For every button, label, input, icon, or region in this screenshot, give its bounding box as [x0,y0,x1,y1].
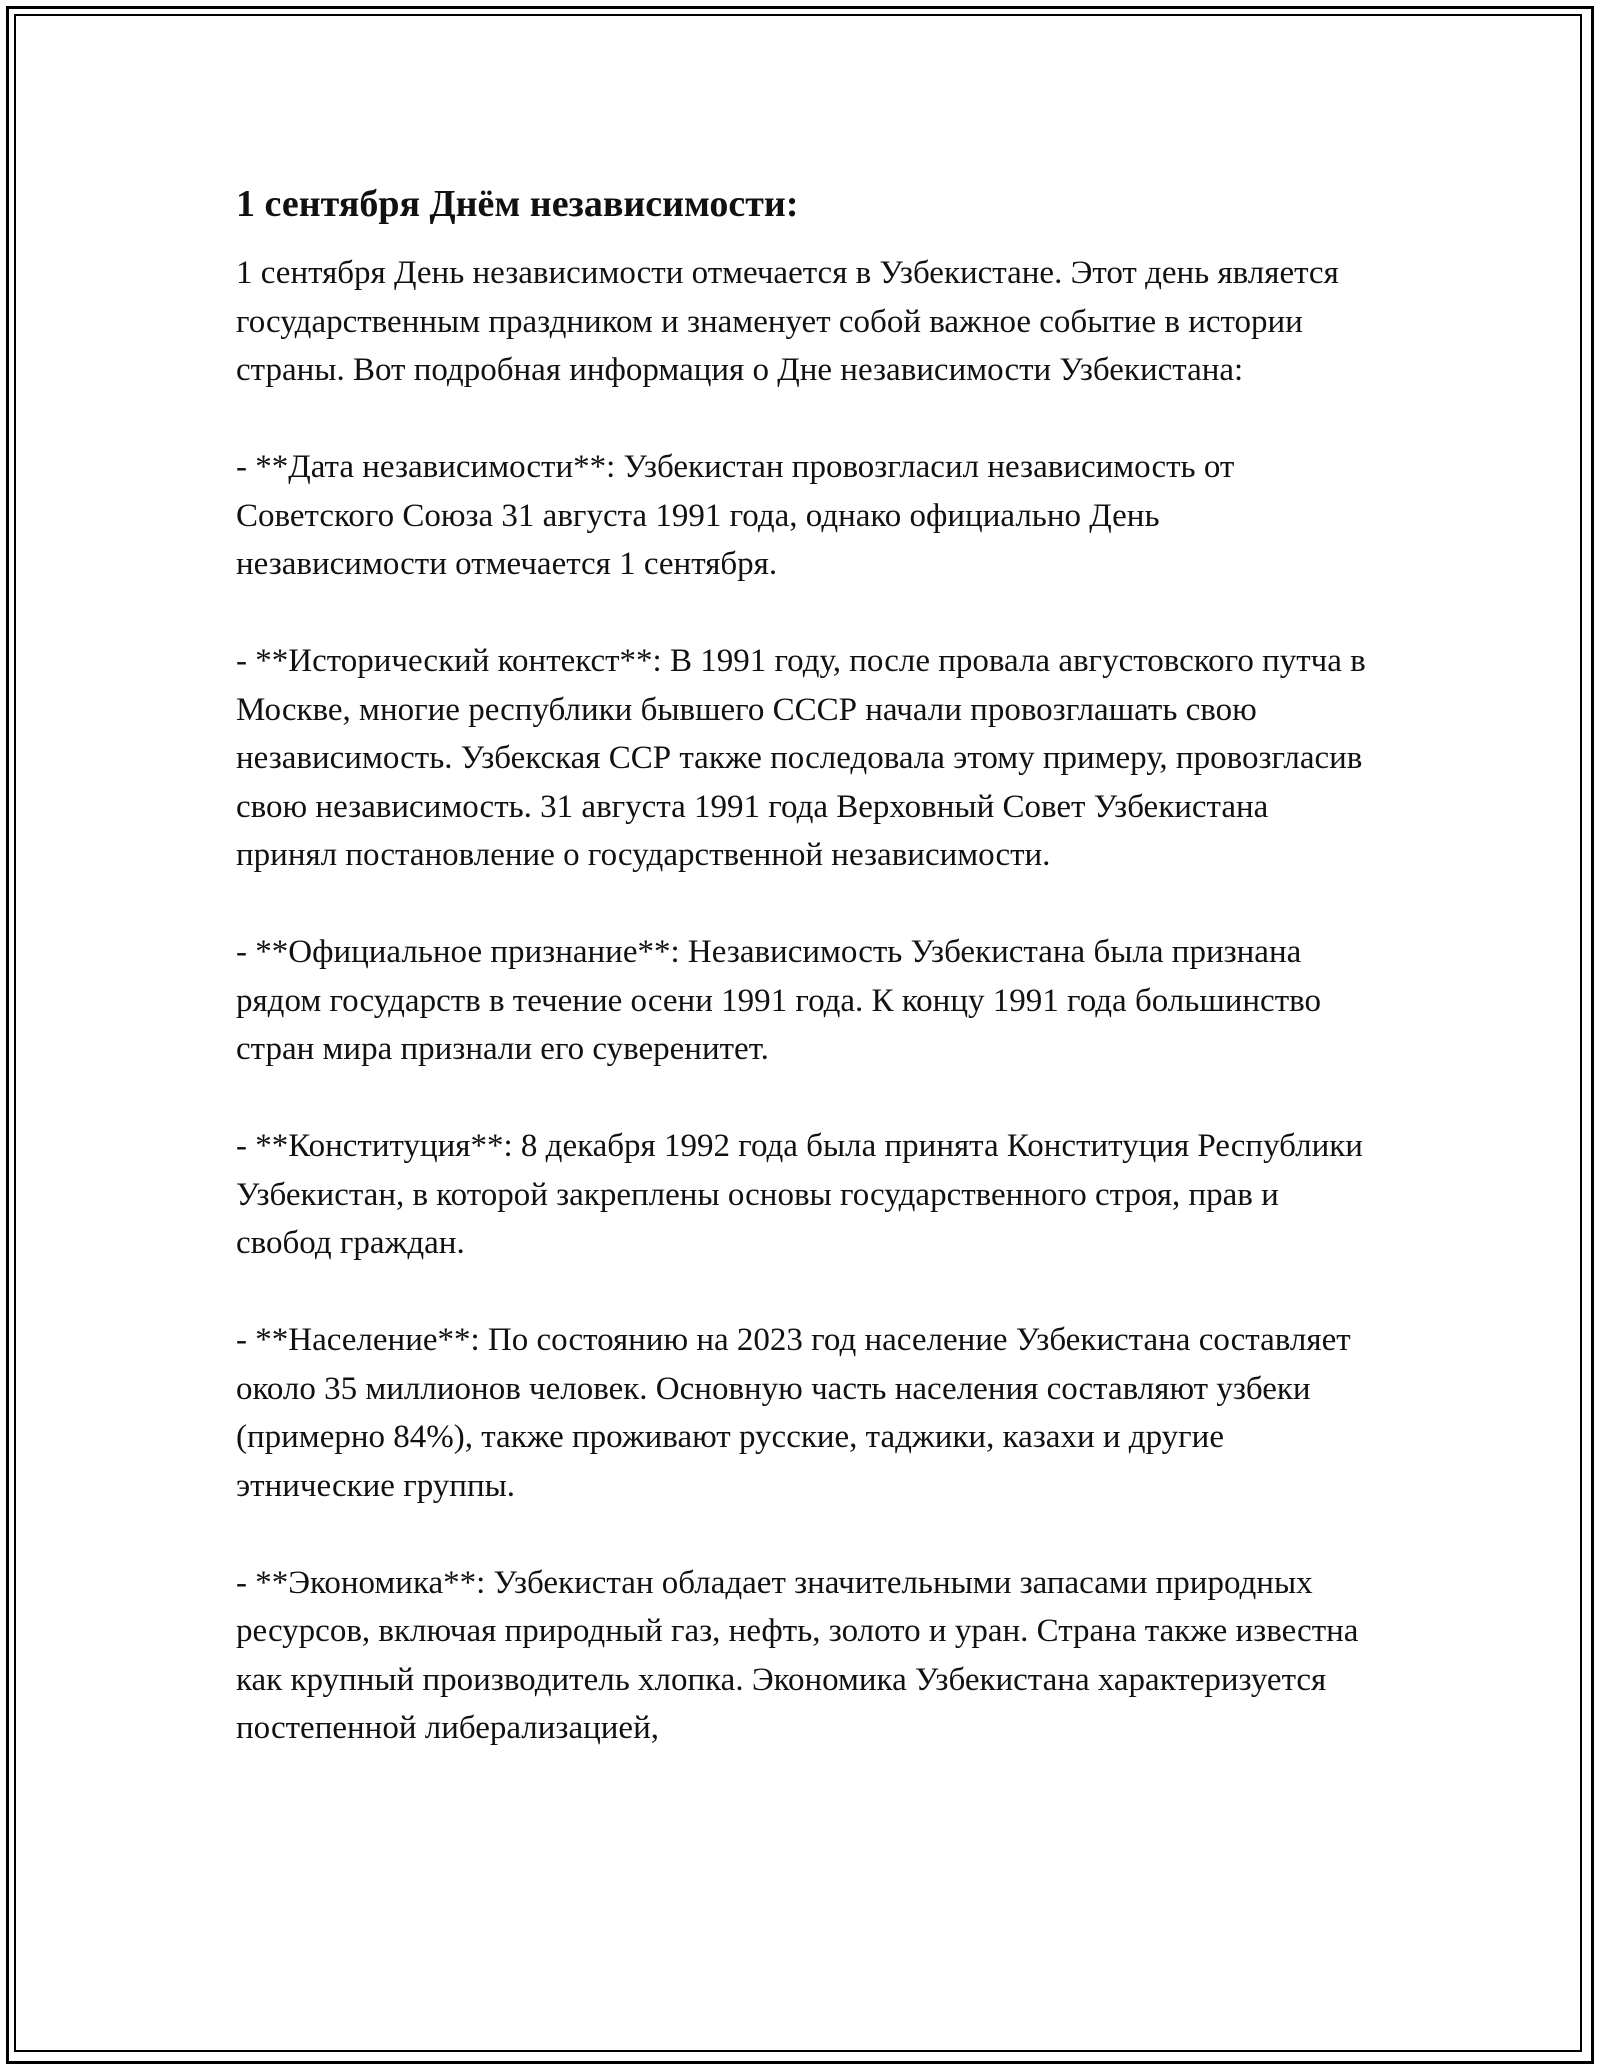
document-title: 1 сентября Днём независимости: [236,183,799,225]
paragraph-population: - **Население**: По состоянию на 2023 год население Узбекистана составляет около 35 миллионов человек. Основную часть населения составляют узбеки (примерно 84%), также проживают русские, таджики, казахи и другие этнические группы. [236,1322,1351,1504]
paragraph-economy: - **Экономика**: Узбекистан обладает значительными запасами природных ресурсов, включая природный газ, нефть, золото и уран. Страна также известна как крупный производитель хлопка. Экономика Узбекистана характеризуется постепенной либерализацией, [236,1564,1359,1747]
document-body [236,180,1366,1753]
paragraph-official-recognition: - **Официальное признание**: Независимость Узбекистана была признана рядом государств в течение осени 1991 года. К концу 1991 года большинство стран мира признали его суверенитет. [236,934,1321,1068]
paragraph-intro: 1 сентября День независимости отмечается в Узбекистане. Этот день является государственным праздником и знаменует собой важное событие в истории страны. Вот подробная информация о Дне независимости Узбекистана: [236,255,1339,389]
paragraph-historical-context: - **Исторический контекст**: В 1991 году, после провала августовского путча в Москве, многие республики бывшего СССР начали провозглашать свою независимость. Узбекская ССР также последовала этому примеру, провозгласив свою независимость. 31 августа 1991 года Верховный Совет Узбекистана принял постановление о государственной независимости. [236,643,1366,874]
paragraph-independence-date: - **Дата независимости**: Узбекистан провозгласил независимость от Советского Союза 31 августа 1991 года, однако официально День независимости отмечается 1 сентября. [236,449,1235,583]
paragraph-constitution: - **Конституция**: 8 декабря 1992 года была принята Конституция Республики Узбекистан, в которой закреплены основы государственного строя, прав и свобод граждан. [236,1128,1363,1262]
